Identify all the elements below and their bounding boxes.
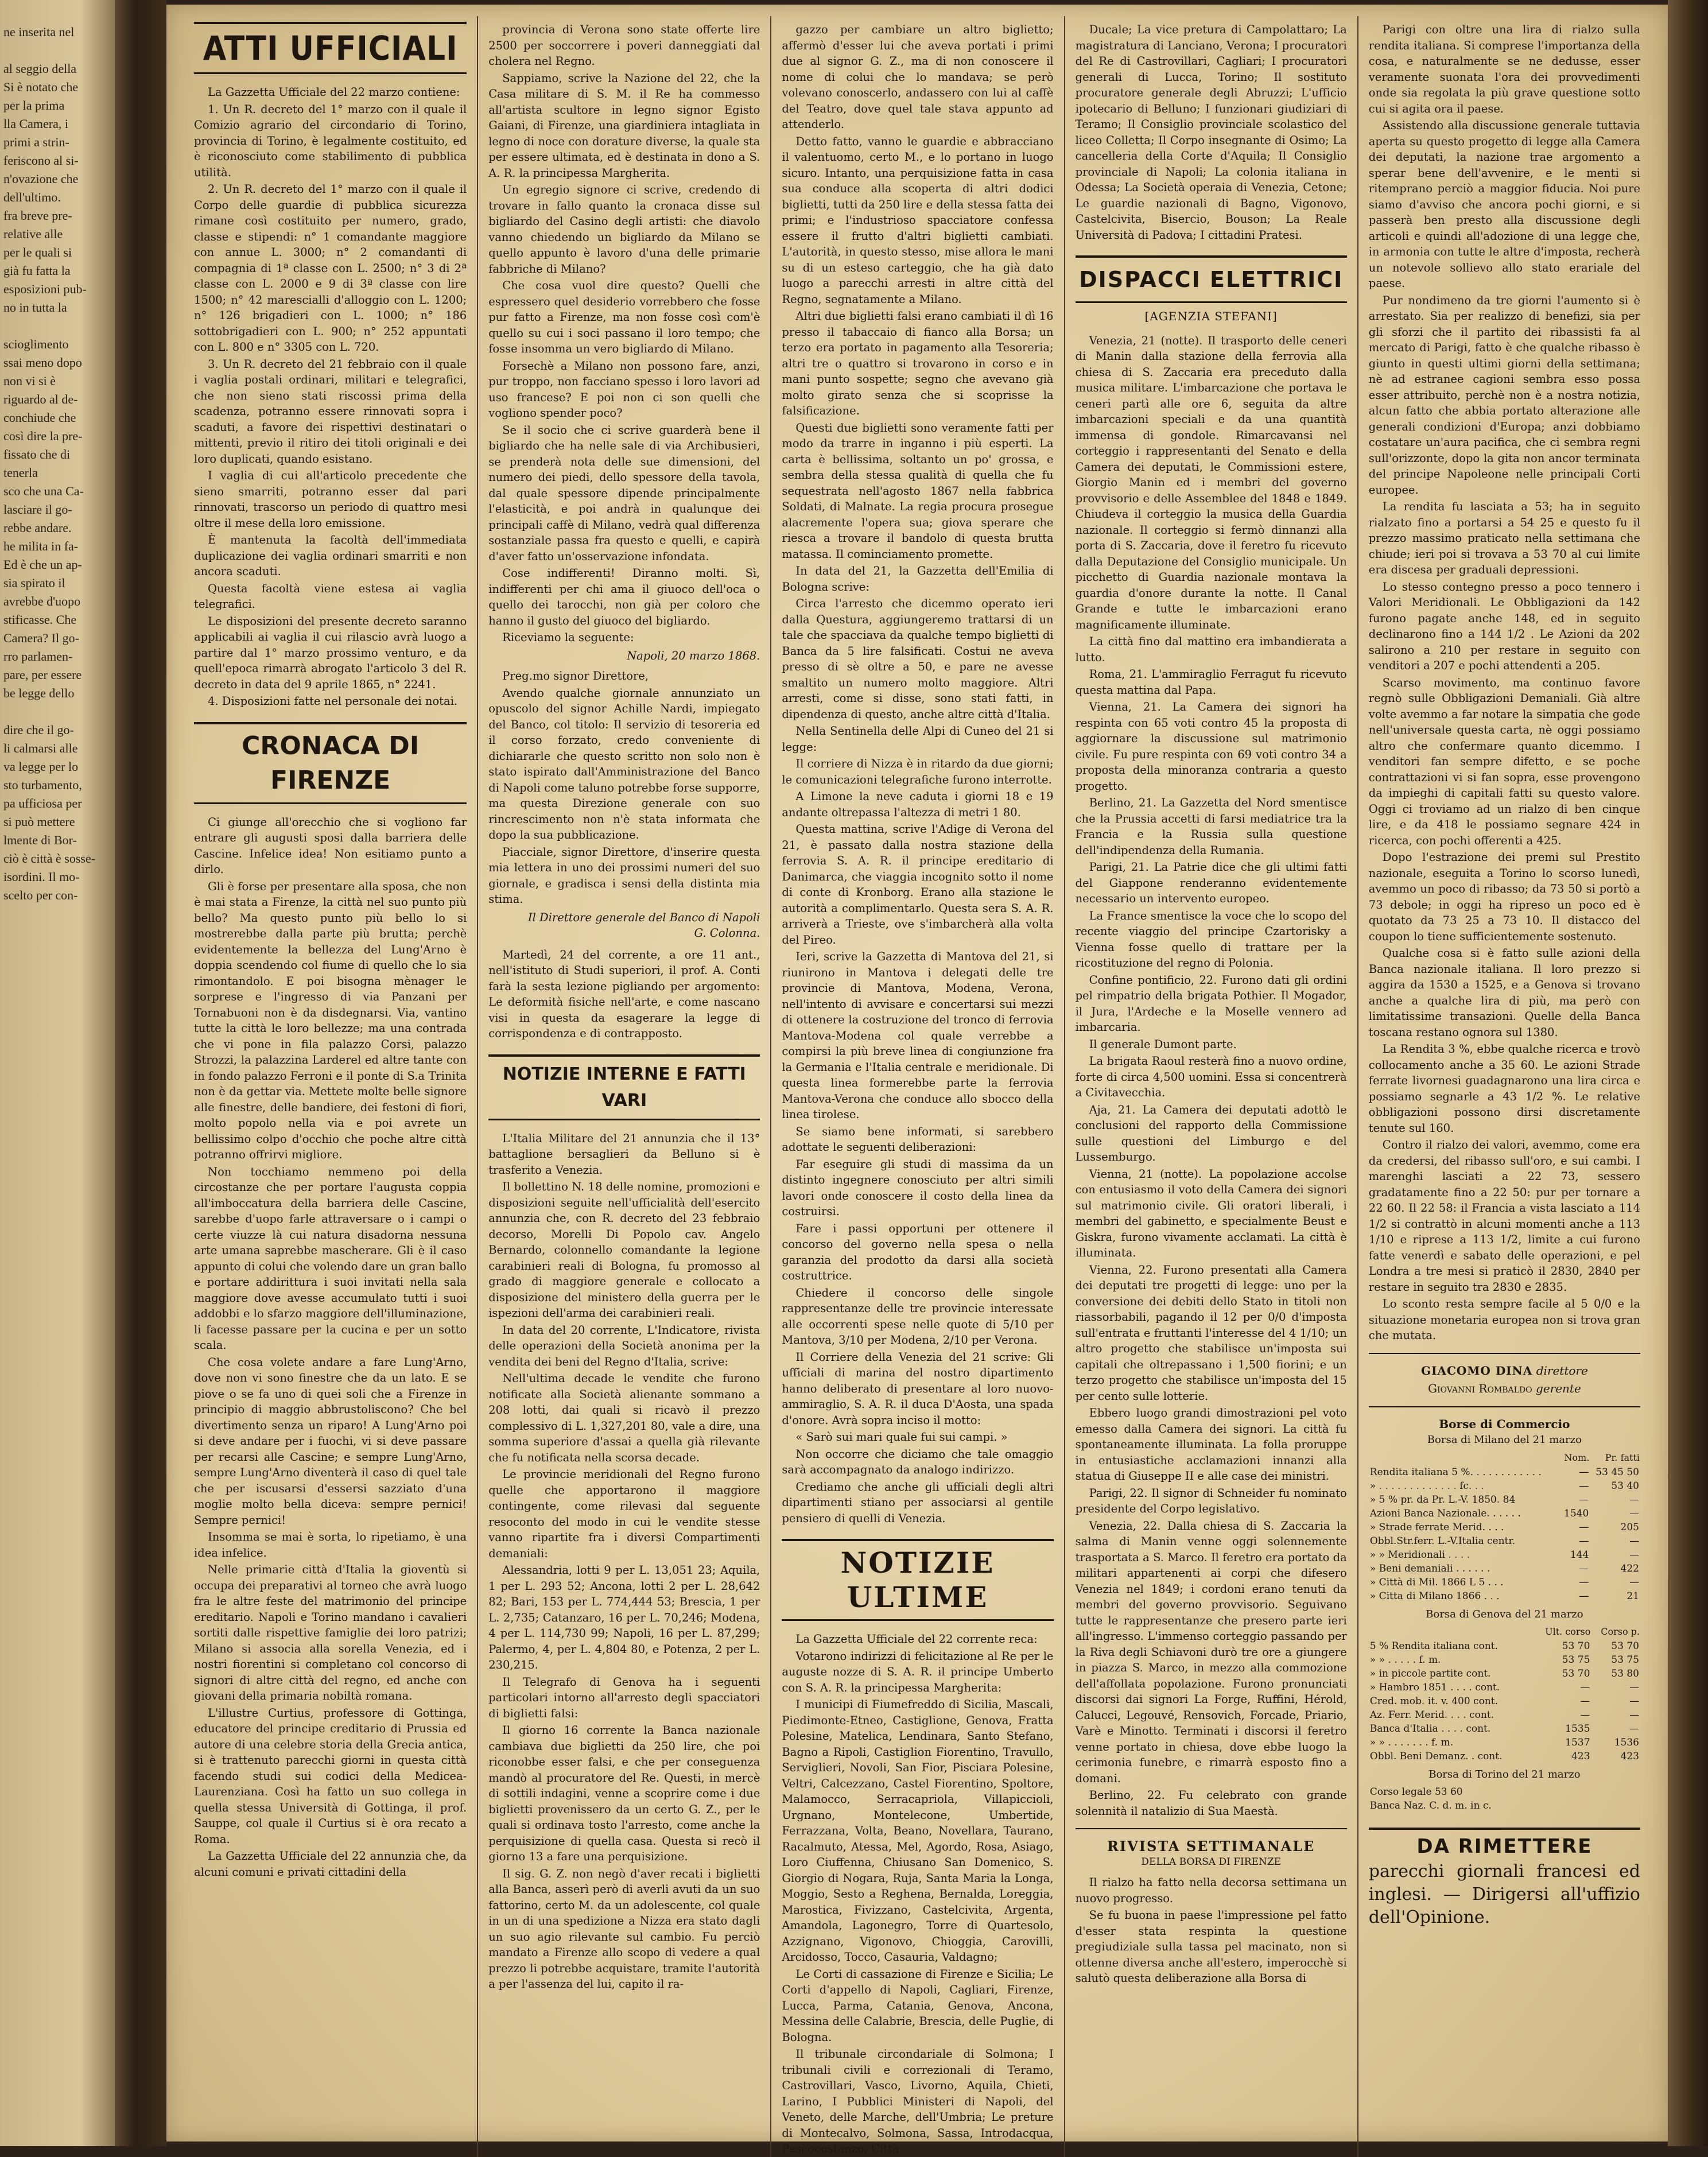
paragraph: Nella Sentinella delle Alpi di Cuneo del 21 si legge: <box>782 724 1054 754</box>
paragraph: Venezia, 21 (notte). Il trasporto delle ceneri di Manin dalla stazione della ferrovia alla chiesa di S. Zaccaria era preceduto dalla musica militare. L'imbarcazione che portava le ceneri partì alle ore 6, seguita da altre imbarcazioni speciali e da una quantità immensa di gondole. Rimarcavansi nel corteggio i rappresentanti del Senato e della Camera dei deputati, le Commissioni estere, Giorgio Manin ed i membri del governo provvisorio e delle Assemblee del 1848 e 1849. Chiudeva il corteggio la musica della Guardia nazionale. Il corteggio si fermò dinnanzi alla porta di S. Zaccaria, dove il feretro fu ricevuto dalla Deputazione del Consiglio municipale. Un picchetto di Guardia nazionale montava la guardia d'onore durante la notte. Il Canal Grande e tutte le imbarcazioni erano magnificamente illuminate. <box>1075 333 1347 631</box>
table-row <box>1369 1736 1640 1749</box>
column-3 <box>770 16 1063 2157</box>
paragraph: Il rialzo ha fatto nella decorsa settimana un nuovo progresso. <box>1075 1876 1347 1905</box>
table-cell: » in piccole partite cont. <box>1369 1668 1491 1679</box>
table-cell: — <box>1629 1709 1639 1721</box>
binding-gutter <box>115 0 166 2146</box>
paragraph: Le provincie meridionali del Regno furono quelle che apportarono il maggiore contingente, come rilevasi dal seguente resoconto del modo in cui le vendite stesse vanno ripartite fra i diversi Compartimenti demaniali: <box>488 1468 760 1560</box>
paragraph: Che cosa vuol dire questo? Quelli che espressero quel desiderio vorrebbero che fosse pur fatto a Firenze, ma non fosse così com'è quello su cui i soci passano il loro tempo; che fosse insomma un vero bigliardo di Milano. <box>488 279 760 355</box>
paragraph: La Gazzetta Ufficiale del 22 marzo contiene: <box>208 86 460 99</box>
table-cell: » » Meridionali . . . . <box>1369 1549 1470 1561</box>
table-cell: — <box>1579 1493 1589 1506</box>
column-3-body <box>782 22 1053 1526</box>
editor-line <box>1369 1363 1640 1379</box>
table-row <box>1369 1667 1640 1681</box>
paragraph: La Rendita 3 %, ebbe qualche ricerca e trovò collocamento anche a 35 60. Le azioni Strade ferrate livornesi guadagnarono una lira circa e possiamo segnarle a 43 1/2 %. Le relative obbligazioni possono dirsi discretamente tenute sul 160. <box>1368 1042 1640 1135</box>
table-cell: » 5 % pr. da Pr. L.-V. 1850. 84 <box>1369 1493 1516 1506</box>
table-cell: 53 75 <box>1562 1654 1590 1666</box>
table-cell: 422 <box>1620 1562 1639 1574</box>
paragraph: Ci giunge all'orecchio che si vogliono far entrare gli augusti sposi dalla barriera delle Cascine. Infelice idea! Non esitiamo punto a dirlo. <box>194 815 467 876</box>
table-cell: — <box>1629 1723 1639 1735</box>
paragraph: Martedì, 24 del corrente, a ore 11 ant., nell'istituto di Studi superiori, il prof. A. Conti farà la sesta lezione pigliando per argomento: Le deformità fisiche nell'arte, e come nascano visi in questa da esagerare la legge di corrispondenza e di contrapposto. <box>488 948 760 1040</box>
paragraph: Non occorre che diciamo che tale omaggio sarà accompagnato da analogo indirizzo. <box>782 1447 1054 1476</box>
rivista-body <box>1076 1875 1347 1987</box>
table-cell: — <box>1629 1549 1639 1561</box>
column-grid <box>184 16 1651 2155</box>
table-cell: Corso legale 53 60 <box>1369 1786 1463 1798</box>
torino-title: Borsa di Torino del 21 marzo <box>1428 1768 1581 1780</box>
table-cell: » Hambro 1851 . . . . cont. <box>1369 1682 1500 1693</box>
letter-dateline: Napoli, 20 marzo 1868. <box>627 649 760 662</box>
paragraph: Parigi, 21. La Patrie dice che gli ultimi fatti del Giappone renderanno evidentemente necessario un intervento europeo. <box>1075 860 1347 905</box>
paragraph: La France smentisce la voce che lo scopo del recente viaggio del principe Czartorisky a Vienna fosse quello di trattare per la ricostituzione del regno di Polonia. <box>1075 909 1347 969</box>
table-cell <box>1636 1785 1640 1799</box>
paragraph: Che cosa volete andare a fare Lung'Arno, dove non vi sono finestre che da un lato. E se piove o se fa uno di quei soli che a Firenze in principio di maggio abbrustoliscono? Che bel divertimento senza un riparo! A Lung'Arno poi si deve andare per i fuochi, vi si deve passare per recarsi alle Cascine; e sempre Lung'Arno, sempre Lung'Arno diventerà il caso di quel tale che per iscusarsi d'essersi sazziato d'una moglie molto bella diceva: sempre pernici! Sempre pernici! <box>194 1355 467 1527</box>
paragraph: La città fino dal mattino era imbandierata a lutto. <box>1075 635 1347 664</box>
table-cell: » » . . . . . . . f. m. <box>1369 1737 1454 1748</box>
column-4-body <box>1076 22 1347 243</box>
paragraph: Cose indifferenti! Diranno molti. Sì, indifferenti per chi ama il giuoco dell'oca o quello dei tarocchi, non già per coloro che hanno il gusto del giuoco del bigliardo. <box>488 567 760 627</box>
table-cell: 53 80 <box>1611 1668 1639 1679</box>
paragraph: Il corriere di Nizza è in ritardo da due giorni; le comunicazioni telegrafiche furono interrotte. <box>782 757 1054 786</box>
paragraph: Se siamo bene informati, si sarebbero adottate le seguenti deliberazioni: <box>782 1124 1054 1154</box>
paragraph: Questi due biglietti sono veramente fatti per modo da trarre in inganno i più esperti. La carta è bellissima, soltanto un po' grossa, e sembra della stessa qualità di quella che fu sequestrata nell'agosto 1867 nella fabbrica Soldati, di Malnate. La regia procura prosegue alacremente l'opera sua; giova sperare che riesca a trovare il bandolo di questa brutta matassa. Il cominciamento promette. <box>782 421 1054 561</box>
table-cell: Banca d'Italia . . . . cont. <box>1369 1723 1491 1735</box>
manager-name: Giovanni Rombaldo <box>1427 1382 1532 1395</box>
paragraph: Assistendo alla discussione generale tuttavia aperta su questo progetto di legge alla Camera dei deputati, la nazione trae argomento a sperar bene dell'avvenire, e le menti si ritemprano perciò a maggior fiducia. Noi pure siamo d'avviso che ancora pochi giorni, e si passerà ben presto alla discussione degli articoli e quindi all'adozione di una legge che, in armonia con tutte le altre d'imposta, recherà un notevole sollievo allo stato erariale del paese. <box>1368 119 1640 290</box>
paragraph: Il bollettino N. 18 delle nomine, promozioni e disposizioni seguite nell'ufficialità dell'esercito annunzia che, con R. decreto del 23 febbraio decorso, Morelli Di Popolo cav. Angelo Bernardo, colonnello comandante la legione carabinieri reali di Bologna, fu promosso al grado di maggiore generale e collocato a disposizione del ministero della guerra per le ispezioni dell'arma dei carabinieri reali. <box>488 1180 760 1320</box>
table-row <box>1369 1708 1640 1722</box>
paragraph: Il sig. G. Z. non negò d'aver recati i biglietti alla Banca, asserì però di averli avuti da un suo fattorino, certo M. da un adolescente, col quale in un di una spedizione a Nizza era stato dagli un suo agio rilevante sul cambio. Fu perciò mandato a Firenze allo scopo di vedere a qual prezzo li potrebbe acquistare, tramite l'autorità a per l'assenza del lui, capito il ra- <box>488 1867 760 1991</box>
table-row <box>1369 1749 1640 1763</box>
paragraph: La Gazzetta Ufficiale del 22 annunzia che, da alcuni comuni e privati cittadini della <box>194 1849 467 1879</box>
editor-name: GIACOMO DINA <box>1421 1363 1533 1378</box>
table-cell: 1540 <box>1564 1507 1589 1519</box>
paragraph: Nelle primarie città d'Italia la gioventù si occupa dei preparativi al torneo che avrà luogo fra le altre feste del matrimonio del principe ereditario. Napoli e Torino mandano i cavalieri sortiti dalle rispettive famiglie dei loro patrizi; Milano si associa alla sorella Venezia, ed i nostri fiorentini si completano col concorso di signori di altre città del regno, ed anche con giovani della primaria nobiltà romana. <box>194 1563 467 1702</box>
letter-signature: Il Direttore generale del Banco di Napoli G. Colonna. <box>527 910 760 940</box>
facing-page-text: ne inserita nel al seggio della Si è notato che per la prima lla Camera, i primi a strin- feriscono al si- n'ovazione che dell'ultimo. fra breve pre- relative alle per le quali si già fu fatta la esposizioni pub- no in tutta la scioglimento ssai meno dopo non vi si è riguardo al de- conchiude che così dire la pre- fissato che di tenerla sco che una Ca- lasciare il go- rebbe andare. he milita in fa- Ed è che un ap- sia spirato il avrebbe d'uopo stificasse. Che Camera? Il go- rro parlamen- pare, per essere be legge dello dire che il go- li calmarsi alle va legge per lo sto turbamento, pa ufficiosa per si può mettere lmente di Bor- ciò è città è sosse- isordini. Il mo- scelto per con- <box>3 25 96 902</box>
table-cell: 144 <box>1570 1549 1589 1561</box>
paragraph: Questa mattina, scrive l'Adige di Verona del 21, è passato dalla nostra stazione della ferrovia S. A. R. il principe ereditario di Danimarca, che viaggia incognito sotto il nome di conte di Kronborg. Erano alla stazione le autorità a complimentarlo. Questa sera S. A. R. arriverà a Trieste, ove s'imbarcherà alla volta del Pireo. <box>782 823 1054 946</box>
table-cell: » Città di Mil. 1866 L 5 . . . <box>1369 1576 1504 1588</box>
paragraph: In data del 21, la Gazzetta dell'Emilia di Bologna scrive: <box>782 564 1054 593</box>
newspaper-page <box>166 5 1668 2155</box>
table-cell: 1537 <box>1565 1737 1590 1748</box>
paragraph: A Limone la neve caduta i giorni 18 e 19 andante oltrepassa l'altezza di metri 1 80. <box>782 790 1054 819</box>
paragraph: Qualche cosa si è fatto sulle azioni della Banca nazionale italiana. Il loro prezzo si aggira da 1530 a 1525, e a Genova si trovano anche a qualche lira di più, ma però con limitatissime transazioni. Quelle della Banca toscana restano ognora sul 1380. <box>1368 946 1640 1039</box>
paragraph: I vaglia di cui all'articolo precedente che sieno smarriti, potranno esser dal pari rinnovati, trascorso un periodo di quattro mesi oltre il mese della loro emissione. <box>194 469 467 530</box>
paragraph: « Sarò sui mari quale fui sui campi. » <box>795 1430 1008 1444</box>
table-cell: — <box>1579 1590 1589 1602</box>
table-cell: — <box>1580 1709 1590 1721</box>
paragraph: Vienna, 22. Furono presentati alla Camera dei deputati tre progetti di legge: uno per la conversione dei debiti dello Stato in titoli non riassorbabili, pagando il 12 per 0/0 d'imposta sull'entrata e fruttanti l'interesse del 4 1/10; un altro progetto che stabilisce un'imposta sui capitali che oltrepassano i 1,500 fiorini; e un terzo progetto che stabilisce un'imposta del 15 per cento sulle lotterie. <box>1075 1263 1347 1403</box>
paragraph: Confine pontificio, 22. Furono dati gli ordini pel rimpatrio della brigata Pothier. Il Mogador, il Jura, l'Ardeche e la Moselle vennero ad imbarcaria. <box>1075 973 1347 1034</box>
paragraph: Aja, 21. La Camera dei deputati adottò le conclusioni del rapporto della Commissione sulle questioni del Limburgo e del Lussemburgo. <box>1075 1103 1347 1163</box>
paragraph: Nell'ultima decade le vendite che furono notificate alla Società alienante sommano a 208 lotti, dai quali si ricavò il prezzo complessivo di L. 1,327,201 80, vale a dire, una somma superiore d'assai a quella già rilevante che fu notificata nella scorsa decade. <box>488 1372 760 1464</box>
paragraph: Un egregio signore ci scrive, credendo di trovare in fallo quanto la cronaca disse sul bigliardo del Casino degli artisti: che diavolo vanno chiedendo un bigliardo da Milano se quello appunto è lavoro d'una delle primarie fabbriche di Milano? <box>488 183 760 276</box>
paragraph: 4. Disposizioni fatte nel personale dei notai. <box>208 695 458 708</box>
paragraph: La Gazzetta Ufficiale del 22 corrente reca: <box>795 1632 1038 1646</box>
heading-cronaca-firenze: CRONACA DI FIRENZE <box>194 722 467 804</box>
paragraph: Chiedere il concorso delle singole rappresentanze delle tre provincie interessate alle occorrenti spese nelle quote di 5/10 per Mantova, 3/10 per Modena, 2/10 per Verona. <box>782 1286 1054 1347</box>
paragraph: Alessandria, lotti 9 per L. 13,051 23; Aquila, 1 per L. 293 52; Ancona, lotti 2 per L. 28,642 82; Bari, 153 per L. 774,444 53; Brescia, 1 per L. 2,735; Catanzaro, 16 per L. 70,246; Modena, 4 per L. 114,730 99; Napoli, 16 per L. 87,299; Palermo, 4, per L. 4,804 80, e Potenza, 2 per L. 230,215. <box>488 1564 760 1671</box>
paragraph: La rendita fu lasciata a 53; ha in seguito rialzato fino a portarsi a 54 25 e questo fu il prezzo massimo praticato nella settimana che chiude; ieri poi si trovava a 53 70 al cui limite era discesa per graduali depressioni. <box>1368 500 1640 576</box>
table-cell: — <box>1579 1562 1589 1574</box>
genova-title: Borsa di Genova del 21 marzo <box>1426 1608 1583 1620</box>
agency-subhead: [AGENZIA STEFANI] <box>1144 309 1278 323</box>
table-cell: 1536 <box>1614 1737 1639 1748</box>
table-cell: 53 70 <box>1611 1640 1639 1652</box>
advertisement <box>1369 1828 1640 1930</box>
paragraph: Il generale Dumont parte. <box>1089 1037 1237 1051</box>
table-cell: 5 % Rendita italiana cont. <box>1369 1640 1498 1652</box>
table-cell: » Beni demaniali . . . . . . <box>1369 1562 1490 1574</box>
editor-role: direttore <box>1536 1363 1588 1378</box>
paragraph: L'Italia Militare del 21 annunzia che il 13° battaglione bersaglieri da Belluno si è trasferito a Venezia. <box>488 1131 760 1177</box>
table-cell: » Citta di Milano 1866 . . . <box>1369 1590 1500 1602</box>
paragraph: Roma, 21. L'ammiraglio Ferragut fu ricevuto questa mattina dal Papa. <box>1075 668 1347 697</box>
table-cell: — <box>1580 1696 1590 1707</box>
paragraph: provincia di Verona sono state offerte lire 2500 per soccorrere i poveri danneggiati dal cholera nel Regno. <box>488 23 760 68</box>
table-row <box>1369 1520 1640 1534</box>
table-cell: Banca Naz. C. d. m. in c. <box>1369 1799 1492 1811</box>
heading-notizie-ultime: NOTIZIE ULTIME <box>782 1539 1053 1621</box>
paragraph: Se fu buona in paese l'impressione pel fatto d'esser stata respinta la questione pregiudiziale sulla tassa pel macinato, non si ottenne diversa anche all'estero, imperocchè si salutò questa deliberazione alla Borsa di <box>1075 1908 1347 1985</box>
table-cell: Az. Ferr. Merid. . . . cont. <box>1369 1709 1495 1721</box>
table-row <box>1369 1799 1640 1813</box>
table-cell: 53 75 <box>1611 1654 1639 1666</box>
table-cell: — <box>1629 1493 1639 1506</box>
table-row <box>1369 1589 1640 1603</box>
notizie-interne-body <box>488 1131 760 1992</box>
paragraph: Lo stesso contegno presso a poco tennero i Valori Meridionali. Le Obbligazioni da 142 furono pagate anche 148, ed in seguito declinarono fino a 144 1/2 . Le Azioni da 202 salirono a 210 per restare in seguito con venditori a 207 e pochi attendenti a 205. <box>1368 580 1640 672</box>
table-row <box>1369 1681 1640 1694</box>
atti-ufficiali-body <box>194 84 467 709</box>
torino-table <box>1369 1785 1640 1813</box>
table-cell: Rendita italiana 5 %. . . . . . . . . . . . <box>1369 1466 1542 1478</box>
paragraph: Ducale; La vice pretura di Campolattaro; La magistratura di Lanciano, Verona; I procuratori del Re di Castrovillari, Cagliari; I procuratori generali di Lucca, Torino; Il sostituto procuratore generale degli Abruzzi; L'ufficio ipotecario di Belluno; I funzionari giudiziari di Teramo; Il Consiglio provinciale scolastico del liceo Colletta; Il Corpo insegnante di Osimo; La cancelleria della Corte d'Aquila; Il Consiglio provinciale di Napoli; La colonia italiana in Odessa; La Società operaia di Venezia, Cetone; Le guardie nazionali di Bagno, Vigonovo, Castelcivita, Bisercio, Bouson; La Reale Università di Padova; I cittadini Pratesi. <box>1075 23 1347 242</box>
paragraph: Le disposizioni del presente decreto saranno applicabili ai vaglia il cui rilascio avrà luogo a partire dal 1° marzo prossimo venturo, e da quell'epoca rimarrà abrogato l'articolo 3 del R. decreto in data del 9 aprile 1865, n° 2241. <box>194 614 467 691</box>
paragraph: I municipi di Fiumefreddo di Sicilia, Mascali, Piedimonte-Etneo, Castiglione, Genova, Fratta Polesine, Matelica, Lendinara, Santo Stefano, Bagno a Ripoli, Castiglion Fiorentino, Travullo, Serviglieri, Novoli, San Fior, Pisciara Polesine, Veltri, Calcezzano, Castel Fiorentino, Spoltore, Malamocco, Serracapriola, Villapiccioli, Urgnano, Montelecone, Umbertide, Ferrazzana, Volta, Beano, Novellara, Taurano, Racalmuto, Atessa, Mel, Agordo, Rosa, Asiago, Loro Ciuffenna, Chiusano San Domenico, S. Giorgio di Nogara, Ruja, Santa Maria la Longa, Moggio, Sesto a Reghena, Bernalda, Loreggia, Marostica, Fivizzano, Castelcivita, Argenta, Amandola, Lagonegro, Torre di Quartesolo, Azzignano, Vigonovo, Chioggia, Carovilli, Arcidosso, Tocco, Casauria, Valdagno; <box>782 1698 1054 1964</box>
paragraph: Altri due biglietti falsi erano cambiati il dì 16 presso il tabaccaio di fianco alla Borsa; un terzo era portato in pagamento alla Tesoreria; altri tre o quattro si trovarono in corso e in mani punto sospette; segno che avevano già molto girato senza che si scoprisse la falsificazione. <box>782 309 1054 417</box>
heading-atti-ufficiali: ATTI UFFICIALI <box>194 22 467 74</box>
table-row <box>1369 1548 1640 1562</box>
table-cell: 205 <box>1620 1521 1639 1533</box>
table-cell: Azioni Banca Nazionale. . . . . . <box>1369 1507 1521 1519</box>
book-spine <box>1668 0 1708 2146</box>
col-head: Ult. corso <box>1545 1626 1591 1637</box>
genova-table <box>1369 1624 1640 1763</box>
paragraph: Il Telegrafo di Genova ha i seguenti particolari intorno all'arresto degli spacciatori di biglietti falsi: <box>488 1675 760 1720</box>
paragraph: Lo sconto resta sempre facile al 5 0/0 e la situazione monetaria europea non si trova gran che mutata. <box>1368 1297 1640 1342</box>
table-cell: — <box>1579 1576 1589 1588</box>
milano-table <box>1369 1450 1640 1603</box>
table-cell <box>1631 1785 1635 1799</box>
paragraph: Berlino, 21. La Gazzetta del Nord smentisce che la Prussia accetti di farsi mediatrice tra la Francia e la Russia sulla questione dell'indipendenza della Rumania. <box>1075 796 1347 857</box>
table-cell: — <box>1579 1521 1589 1533</box>
ad-title: DA RIMETTERE <box>1416 1834 1593 1858</box>
paragraph: Pur nondimeno da tre giorni l'aumento si è arrestato. Sia per realizzo di benefizi, sia per gli sforzi che il partito dei ribassisti fa al mercato di Parigi, fatto è che qualche ribasso è giunto in questi ultimi giorni della settimana; nè ad estranee cagioni sembra esso possa esser attribuito, perchè non è a nostra notizia, alcun fatto che abbia portato alterazione alle generali condizioni d'Europa; anzi dobbiamo costatare un'aura pacifica, che ci sembra regni sull'orizzonte, dopo la gita non ancor terminata del principe Napoleone nelle principali Corti europee. <box>1368 293 1640 496</box>
table-row <box>1369 1493 1640 1507</box>
paragraph: Votarono indirizzi di felicitazione al Re per le auguste nozze di S. A. R. il principe Umberto con S. A. R. la principessa Margherita: <box>782 1649 1054 1694</box>
table-cell: — <box>1579 1466 1589 1478</box>
paragraph: Vienna, 21. La Camera dei signori ha respinta con 65 voti contro 45 la proposta di aggiornare la discussione sul matrimonio civile. Fu pure respinta con 69 voti contro 34 a proposta della minoranza contraria a questo progetto. <box>1075 700 1347 793</box>
paragraph: Berlino, 22. Fu celebrato con grande solennità il natalizio di Sua Maestà. <box>1075 1789 1347 1818</box>
table-cell: — <box>1629 1682 1639 1693</box>
notizie-ultime-body <box>782 1631 1053 2157</box>
table-cell: — <box>1579 1480 1589 1492</box>
table-row <box>1369 1562 1640 1576</box>
paragraph: Gli è forse per presentare alla sposa, che non è mai stata a Firenze, la città nel suo punto più bello? Ma questo punto più bello lo si mostrerebbe dalla parte più brutta; perchè evidentemente la bellezza del Lung'Arno è doppia scendendo col fiume di quello che lo sia rimontandolo. E poi bisogna mènager le sorprese e l'ingresso di via Panzani per Tornabuoni non è da disdegnarsi. Via, vantino tutte la città le loro bellezze; ma una contrada che vi pone in fila palazzo Corsi, palazzo Strozzi, la palazzina Larderel ed altre tante con in fondo palazzo Ferroni e il ponte di S.a Trinita non è da gettar via. Mettete molte belle signore alle finestre, delle bandiere, dei festoni di fiori, molto popolo nella via e poi avrete un bellissimo colpo d'occhio che poche altre città potranno offrirvi migliore. <box>194 879 467 1161</box>
paragraph: Parigi, 22. Il signor di Schneider fu nominato presidente del Corpo legislativo. <box>1075 1486 1347 1515</box>
paragraph: Ieri, scrive la Gazzetta di Mantova del 21, si riunirono in Mantova i delegati delle tre provincie di Mantova, Modena, Verona, nell'intento di avvisare e concertarsi sui mezzi di ottenere la costruzione del tronco di ferrovia Mantova-Modena col quale verrebbe a compirsi la più breve linea di congiunzione fra la Germania e l'Italia centrale e meridionale. Di questa linea formerebbe parte la ferrovia Mantova-Verona che conduce allo sbocco della linea tirolese. <box>782 950 1054 1121</box>
milano-title: Borsa di Milano del 21 marzo <box>1427 1434 1582 1446</box>
table-cell: » . . . . . . . . . . . . . fc. . . <box>1369 1480 1484 1492</box>
table-cell: 53 45 50 <box>1596 1466 1639 1478</box>
column-5 <box>1357 16 1651 2157</box>
column-4 <box>1064 16 1357 2157</box>
paragraph: Dopo l'estrazione dei premi sul Prestito nazionale, eseguita a Torino lo scorso lunedì, avemmo un poco di ribasso; da 73 50 si portò a 73 debole; in oggi ha ripreso un poco ed è quotato da 73 25 a 73 10. Il distacco del coupon lo tiene sufficientemente sostenuto. <box>1368 851 1640 943</box>
table-cell <box>1631 1799 1635 1813</box>
table-cell: 53 70 <box>1562 1668 1590 1679</box>
table-row <box>1369 1785 1640 1799</box>
table-row <box>1369 1507 1640 1520</box>
manager-line <box>1369 1381 1640 1397</box>
paragraph: Far eseguire gli studi di massima da un distinto ingegnere conosciuto per altri simili lavori onde conoscere il costo della linea da costruirsi. <box>782 1157 1054 1218</box>
heading-dispacci-elettrici: DISPACCI ELETTRICI <box>1076 255 1347 303</box>
table-row <box>1369 1576 1640 1589</box>
table-cell: » » . . . . . f. m. <box>1369 1654 1441 1666</box>
table-row <box>1369 1722 1640 1736</box>
paragraph: La brigata Raoul resterà fino a nuovo ordine, forte di circa 4,500 uomini. Essa si concentrerà a Civitavecchia. <box>1075 1054 1347 1099</box>
table-cell: 53 70 <box>1562 1640 1590 1652</box>
table-cell: — <box>1629 1507 1639 1519</box>
heading-rivista-settimanale: RIVISTA SETTIMANALE <box>1107 1838 1315 1855</box>
paragraph: Le Corti di cassazione di Firenze e Sicilia; Le Corti d'appello di Napoli, Cagliari, Firenze, Lucca, Parma, Catania, Genova, Ancona, Messina delle Calabrie, Brescia, delle Puglie, di Bologna. <box>782 1967 1054 2044</box>
paragraph: Venezia, 22. Dalla chiesa di S. Zaccaria la salma di Manin venne oggi solennemente trasportata a S. Marco. Il feretro era portato da militari appartenenti ai corpi che difesero Venezia nel 1849; i cordoni erano tenuti da membri del governo provvisorio. Seguivano tutte le rappresentanze che presero parte ieri all'ingresso. L'immenso corteggio passando per la Riva degli Schiavoni durò tre ore a giungere in piazza S. Marco, in mezzo alla commozione dell'affollata popolazione. Furono pronunciati discorsi dai signori La Forge, Ruffini, Hérold, Calucci, Legouvé, Rensovich, Forcade, Priario, Varè e Minotto. Terminati i discorsi il feretro venne portato in chiesa, dove ebbe luogo la cerimonia funebre, e rimarrà esposto fino a domani. <box>1075 1519 1347 1785</box>
paragraph: Avendo qualche giornale annunziato un opuscolo del signor Achille Nardi, impiegato del Banco, col titolo: Il servizio di tesoreria ed il corso forzato, credo conveniente di dichiararle che questo scritto non solo non è stato ispirato dall'Amministrazione del Banco di Napoli come taluno potrebbe forse supporre, ma questa Direzione generale con suo rincrescimento non n'è stata informata che dopo la sua pubblicazione. <box>488 686 760 841</box>
table-cell <box>1636 1799 1640 1813</box>
paragraph: Crediamo che anche gli ufficiali degli altri dipartimenti stiano per associarsi al gentile pensiero di quelli di Venezia. <box>782 1480 1054 1525</box>
paragraph: Vienna, 21 (notte). La popolazione accolse con entusiasmo il voto della Camera dei signori sul matrimonio civile. Gli oratori liberali, i membri del gabinetto, e specialmente Beust e Giskra, furono vivamente acclamati. La città è illuminata. <box>1075 1167 1347 1259</box>
paragraph: Forsechè a Milano non possono fare, anzi, pur troppo, non facciano spesso i loro lavori ad uso francese? E poi non ci son quelli che vogliono spender poco? <box>488 359 760 420</box>
paragraph: 2. Un R. decreto del 1° marzo con il quale il Corpo delle guardie di pubblica sicurezza rimane così costituito per numero, grado, classe e stipendi: n° 1 comandante maggiore con annue L. 3000; n° 2 comandanti di compagnia di 1ª classe con L. 2500; n° 3 di 2ª classe con L. 2000 e 9 di 3ª classe con lire 1500; n° 42 marescialli d'alloggio con L. 1200; n° 126 brigadieri con L. 1000; n° 186 sottobrigadieri con L. 900; n° 252 appuntati con L. 800 e n° 3305 con L. 720. <box>194 183 467 354</box>
divider <box>1369 1406 1640 1407</box>
paragraph: Riceviamo la seguente: <box>502 631 634 644</box>
ad-body: parecchi giornali francesi ed inglesi. — Dirigersi all'uffizio dell'Opinione. <box>1368 1861 1640 1927</box>
paragraph: Il Corriere della Venezia del 21 scrive: Gli ufficiali di marina del nostro dipartimento hanno deliberato di presentare al loro nuovo-ammiraglio, S. A. R. il duca D'Aosta, una spada d'onore. Avrà sopra inciso il motto: <box>782 1350 1054 1427</box>
paragraph: Scarso movimento, ma continuo favore regnò sulle Obbligazioni Demaniali. Già altre volte avemmo a far notare la simpatia che gode nell'universale questa carta, nè oggi possiamo altro che confermare quanto dicemmo. I venditori fan sempre difetto, e se poche contrattazioni vi si fan sopra, esse provengono da impieghi di capitali fatti su questo valore. Oggi ci troviamo ad un rialzo di ben cinque lire, e da 418 le possiamo segnare 424 in ricerca, con pochi offerenti a 425. <box>1368 676 1640 847</box>
col-head: Pr. fatti <box>1605 1452 1640 1463</box>
table-row <box>1369 1653 1640 1667</box>
paragraph: È mantenuta la facoltà dell'immediata duplicazione dei vaglia ordinari smarriti e non ancora scaduti. <box>194 533 467 578</box>
column-2-body-b <box>488 668 760 907</box>
table-cell: Obbl.Str.ferr. L.-V.Italia centr. <box>1369 1535 1516 1547</box>
table-row <box>1369 1694 1640 1708</box>
paragraph: 1. Un R. decreto del 1° marzo con il quale il Comizio agrario del circondario di Torino, provincia di Torino, è legalmente costituito, ed è riconosciuto come stabilimento di pubblica utilità. <box>194 102 467 179</box>
table-cell: 423 <box>1571 1751 1590 1762</box>
divider <box>1369 1353 1640 1354</box>
paragraph: L'illustre Curtius, professore di Gottinga, educatore del principe creditario di Prussia ed autore di una celebre storia della Grecia antica, si è trattenuto parecchi giorni in questa città facendo studi sui codici della Medicea-Laurenziana. Così ha fatto un suo collega in quella stessa Università di Gottinga, il prof. Sauppe, col quale il Curtius si è ora recato a Roma. <box>194 1706 467 1846</box>
paragraph: In data del 20 corrente, L'Indicatore, rivista delle operazioni della Società anonima per la vendita dei beni del Regno d'Italia, scrive: <box>488 1323 760 1368</box>
paragraph: Piacciale, signor Direttore, d'inserire questa mia lettera in uno dei prossimi numeri del suo giornale, e gradisca i sensi della distinta mia stima. <box>488 845 760 906</box>
paragraph: Preg.mo signor Direttore, <box>502 669 649 682</box>
table-row <box>1369 1639 1640 1653</box>
paragraph: Detto fatto, vanno le guardie e abbracciano il valentuomo, certo M., e lo portano in luogo sicuro. Intanto, una perquisizione fatta in casa sua conduce alla scoperta di altri dodici biglietti, tutti da 250 lire e della stessa fatta dei primi; e l'industrioso spacciatore confessa essere il frutto d'altri biglietti cambiati. L'autorità, in questo stesso, mise allora le mani su di un esteso carteggio, che ha già dato luogo a parecchi arresti in altre città del Regno, segnatamente a Milano. <box>782 134 1054 306</box>
column-5-body <box>1369 22 1640 1344</box>
paragraph: Il giorno 16 corrente la Banca nazionale cambiava due biglietti da 250 lire, che poi riconobbe esser falsi, e che per conseguenza mandò al procuratore del Re. Questi, in mercè di sottili indagini, venne a scoprire come i due biglietti provenissero da un certo G. Z., per le quali si ordinava tosto l'arresto, come anche la perquisizione di quella casa. Questa si recò il giorno 13 a fare una perquisizione. <box>488 1724 760 1863</box>
table-cell: — <box>1629 1576 1639 1588</box>
table-cell: Cred. mob. it. v. 400 cont. <box>1369 1696 1498 1707</box>
table-cell: — <box>1629 1535 1639 1547</box>
paragraph: Se il socio che ci scrive guarderà bene il bigliardo che ha nelle sale di via Archibusieri, se prenderà nota delle sue dimensioni, del numero dei piedi, dello spessore della tavola, dal quale spessore dipende principalmente l'elasticità, e poi andrà in qualunque dei principali caffè di Milano, vedrà qual differenza sostanziale passa fra questo e quelli, e capirà d'aver fatto un'osservazione infondata. <box>488 423 760 563</box>
bourse-title: Borse di Commercio <box>1439 1417 1570 1431</box>
paragraph: Contro il rialzo dei valori, avemmo, come era da credersi, del ribasso sull'oro, e sui cambi. I marenghi lasciati a 22 73, sessero gradatamente fino a 22 50: pur per tornare a 22 60. Il 22 58: il Francia a vista lasciato a 114 1/2 si contrattò in alcuni momenti anche a 113 1/10 e riprese a 113 1/2, limite a cui furono fatte venerdì e sabato delle operazioni, e pel Londra a tre mesi si praticò il 2830, 2840 per restare in seguito tra 2830 e 2835. <box>1368 1138 1640 1294</box>
heading-notizie-interne: NOTIZIE INTERNE E FATTI VARI <box>488 1054 760 1120</box>
paragraph: Il tribunale circondariale di Solmona; I tribunali civili e correzionali di Teramo, Castrovillari, Vasco, Livorno, Aquila, Chieti, Larino, I Pubblici Ministeri di Napoli, del Veneto, delle Marche, dell'Umbria; Le preture di Montecalvo, Solmona, Sassa, Introdacqua, Pescocostanzo, Città <box>782 2047 1054 2155</box>
table-cell: — <box>1580 1682 1590 1693</box>
paragraph: Insomma se mai è sorta, lo ripetiamo, è una idea infelice. <box>194 1530 467 1559</box>
divider <box>1076 1828 1347 1829</box>
paragraph: Sappiamo, scrive la Nazione del 22, che la Casa militare di S. M. il Re ha commesso all'artista scultore in legno signor Egisto Gaiani, di Firenze, una giardiniera intagliata in legno di noce con dorature diverse, la quale sta per essere ultimata, ed è destinata in dono a S. A. R. la principessa Margherita. <box>488 71 760 180</box>
table-row <box>1369 1534 1640 1548</box>
table-cell: — <box>1629 1696 1639 1707</box>
paragraph: Fare i passi opportuni per ottenere il concorso del governo nella spesa o nella garanzia del prodotto da darsi alla società costruttrice. <box>782 1221 1054 1282</box>
paragraph: Non tocchiamo nemmeno poi della circostanze che per portare l'augusta coppia all'imboccatura della barriera delle Cascine, sarebbe d'uopo farle attraversare o i campi o certe viuzze là cui natura disadorna nessuna arte umana saprebbe mascherare. Gli è il caso appunto di colui che volendo dare un gran ballo e portare addirittura i suoi invitati nella sala maggiore dove avesse accumulato tutti i suoi addobbi e lo sfarzo maggiore dell'illuminazione, li facesse passare per la cucina e per un sotto scala. <box>194 1165 467 1352</box>
col-head: Nom. <box>1564 1452 1590 1463</box>
table-cell: » Strade ferrate Merid. . . . <box>1369 1521 1504 1533</box>
cronaca-body <box>194 814 467 1880</box>
table-cell: 423 <box>1620 1751 1639 1762</box>
column-1 <box>184 16 477 2157</box>
paragraph: Parigi con oltre una lira di rialzo sulla rendita italiana. Si comprese l'importanza della cosa, e naturalmente se ne dedusse, esser veramente suonata l'ora dei provvedimenti onde sia regolata la più grave questione sotto cui si agita ora il paese. <box>1368 23 1640 115</box>
column-2 <box>477 16 770 2157</box>
paragraph: gazzo per cambiare un altro biglietto; affermò d'esser lui che aveva portati i primi due al signor G. Z., ma di non conoscere il nome di colui che lo mandava; se però volevano conoscerlo, andassero con lui al caffè del Teatro, dove quel tale stava appunto ad attenderlo. <box>782 23 1054 131</box>
facing-page <box>0 0 115 2146</box>
table-cell: — <box>1579 1535 1589 1547</box>
subhead-borsa-firenze: DELLA BORSA DI FIRENZE <box>1141 1856 1282 1868</box>
table-row <box>1369 1479 1640 1493</box>
paragraph: Circa l'arresto che dicemmo operato ieri dalla Questura, aggiungeremo trattarsi di un tale che spacciava da qualche tempo biglietti di Banca da 5 lire falsificati. Costui ne aveva presso di sè oltre a 50, e pare ne avesse smaltito un numero molto maggiore. Altri arresti, come si disse, sono stati fatti, in dipendenza di questo, anche altre città d'Italia. <box>782 597 1054 721</box>
col-head: Corso p. <box>1601 1626 1640 1637</box>
column-2-body-a <box>488 22 760 646</box>
table-cell: 1535 <box>1565 1723 1590 1735</box>
dispacci-body <box>1076 333 1347 1820</box>
paragraph: 3. Un R. decreto del 21 febbraio con il quale i vaglia postali ordinari, militari e telegrafici, che non sieno stati riscossi prima della scadenza, potranno essere rinnovati sopra i scaduti, a favore dei rispettivi destinatari o mittenti, previo il ritiro dei titoli originali e dei loro duplicati, quando esistano. <box>194 357 467 465</box>
table-cell: 53 40 <box>1611 1480 1639 1492</box>
table-cell: Obbl. Beni Demanz. . cont. <box>1369 1751 1503 1762</box>
table-row <box>1369 1465 1640 1479</box>
column-2-body-c <box>488 947 760 1042</box>
table-cell: 21 <box>1627 1590 1639 1602</box>
manager-role: gerente <box>1536 1382 1581 1395</box>
paragraph: Ebbero luogo grandi dimostrazioni pel voto emesso dalla Camera dei signori. La città fu spontaneamente illuminata. La folla proruppe in entusiastiche acclamazioni innanzi alla statua di Giuseppe II e alle case dei ministri. <box>1075 1406 1347 1483</box>
paragraph: Questa facoltà viene estesa ai vaglia telegrafici. <box>194 581 467 611</box>
